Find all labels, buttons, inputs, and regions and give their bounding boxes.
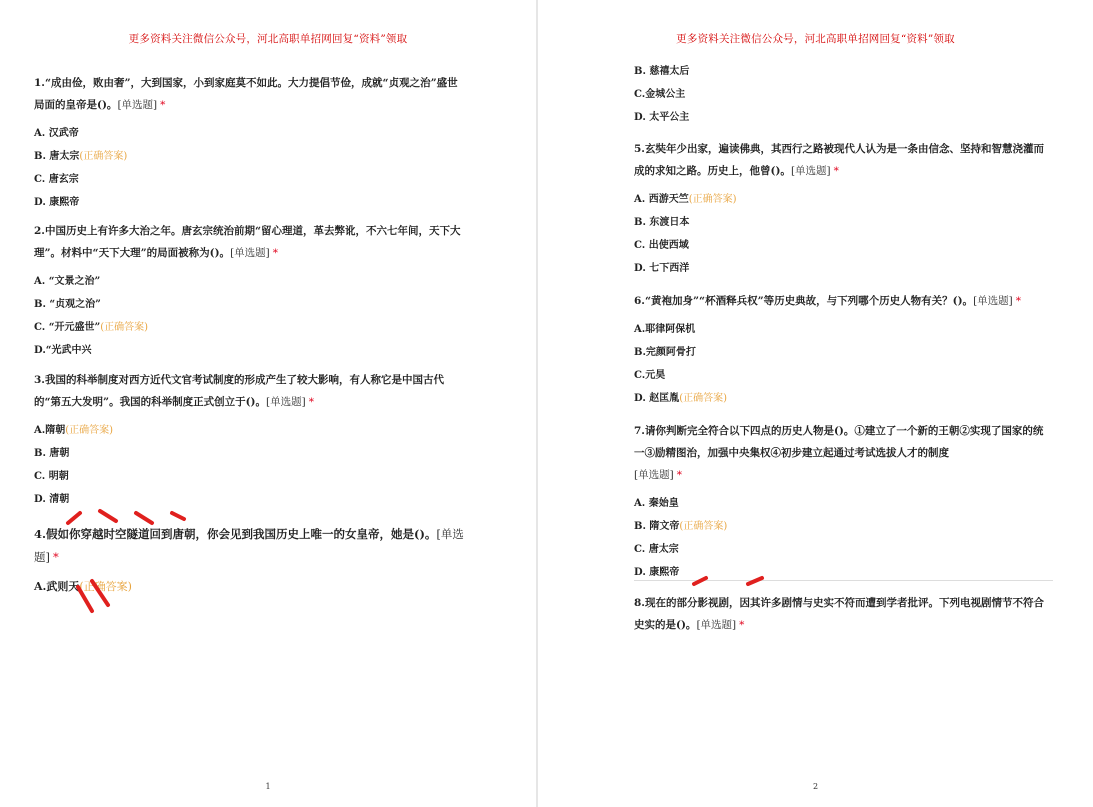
page-header: 更多资料关注微信公众号，河北高职单招网回复“资料”领取 (128, 33, 408, 45)
correct-answer-label: (正确答案) (79, 580, 132, 593)
option[interactable]: D. 太平公主 (634, 112, 690, 123)
document-page-2 (538, 0, 1093, 807)
question-text: 8.现在的部分影视剧，因其许多剧情与史实不符而遭到学者批评。下列电视剧情节不符合史实的是()。 (634, 597, 1044, 631)
option[interactable]: C. “开元盛世”(正确答案) (34, 322, 149, 333)
required-mark: * (160, 99, 166, 111)
single-choice-tag: [单选题] (696, 619, 737, 631)
correct-answer-label: (正确答案) (679, 521, 728, 532)
single-choice-tag: [单选题] (230, 247, 270, 259)
correct-answer-label: (正确答案) (65, 425, 114, 436)
required-mark: * (53, 550, 59, 564)
option[interactable]: B. 慈禧太后 (634, 66, 690, 77)
required-mark: * (272, 247, 279, 259)
option[interactable]: B. “贞观之治” (34, 299, 101, 310)
required-mark: * (1015, 295, 1022, 307)
required-mark: * (676, 469, 682, 481)
correct-answer-label: (正确答案) (79, 151, 128, 162)
question-block (634, 290, 1053, 410)
question-5 (634, 138, 1053, 182)
single-choice-tag: [单选题] (634, 469, 674, 481)
question-text: 4.假如你穿越时空隧道回到唐朝，你会见到我国历史上唯一的女皇帝，她是()。 (34, 527, 437, 541)
option[interactable]: A. 秦始皇 (634, 498, 679, 509)
single-choice-tag: [单选题] (790, 165, 831, 177)
option[interactable]: D. 康熙帝 (34, 197, 80, 208)
question-text: 2.中国历史上有许多大治之年。唐玄宗统治前期“留心理道，革去弊讹，不六七年间，天下大理”。材料中“天下大理”的局面被称为()。 (34, 225, 461, 259)
single-choice-tag: [单选题] (34, 527, 464, 564)
option[interactable]: A. 西游天竺(正确答案) (634, 194, 737, 205)
option[interactable]: C.元昊 (634, 370, 666, 381)
option[interactable]: B.完颜阿骨打 (634, 347, 696, 358)
option[interactable]: A. “文景之治” (34, 276, 101, 287)
question-8 (634, 592, 1053, 636)
question-text: 1.“成由俭，败由奢”，大到国家，小到家庭莫不如此。大力提倡节俭，成就“贞观之治”盛世局面的皇帝是()。 (34, 77, 458, 111)
question-block (634, 420, 1053, 584)
question-block (34, 220, 508, 362)
question-block (634, 138, 1053, 280)
single-choice-tag: [单选题] (117, 99, 158, 111)
question-1 (34, 72, 464, 116)
option[interactable]: D.“光武中兴 (34, 345, 92, 356)
option[interactable]: B. 隋文帝(正确答案) (634, 521, 728, 532)
page-number: 1 (265, 782, 271, 791)
option[interactable]: A.隋朝(正确答案) (34, 425, 114, 436)
question-text: 5.玄奘年少出家，遍读佛典，其西行之路被现代人认为是一条由信念、坚持和智慧浇灌而成的求知之路。历史上，他曾()。 (634, 143, 1044, 177)
carryover-options (634, 60, 1053, 129)
single-choice-tag: [单选题] (266, 396, 306, 408)
single-choice-tag: [单选题] (973, 295, 1013, 307)
question-block (34, 369, 508, 511)
question-text: 7.请你判断完全符合以下四点的历史人物是()。①建立了一个新的王朝②实现了国家的统一③励精图治，加强中央集权④初步建立起通过考试选拔人才的制度 (634, 425, 1044, 459)
correct-answer-label: (正确答案) (100, 322, 149, 333)
question-3 (34, 369, 464, 413)
required-mark: * (833, 165, 839, 177)
option[interactable]: D. 清朝 (34, 494, 70, 505)
document-page-1 (0, 0, 536, 807)
correct-answer-label: (正确答案) (688, 194, 737, 205)
question-block (634, 592, 1053, 636)
option[interactable]: A.武则天(正确答案) (34, 580, 132, 593)
watermark-strokes (60, 505, 220, 630)
watermark-strokes (688, 572, 778, 592)
option[interactable]: C. 出使西域 (634, 240, 689, 251)
option[interactable]: C. 唐太宗 (634, 544, 679, 555)
option[interactable]: D. 七下西洋 (634, 263, 690, 274)
option[interactable]: A.耶律阿保机 (634, 324, 696, 335)
question-6 (634, 290, 1053, 312)
option[interactable]: D. 赵匡胤(正确答案) (634, 393, 728, 404)
option[interactable]: A. 汉武帝 (34, 128, 79, 139)
option[interactable]: B. 唐朝 (34, 448, 70, 459)
question-text: 3.我国的科举制度对西方近代文官考试制度的形成产生了较大影响，有人称它是中国古代的“第五大发明”。我国的科举制度正式创立于()。 (34, 374, 444, 408)
option[interactable]: C. 唐玄宗 (34, 174, 79, 185)
question-text: 6.“黄袍加身”“杯酒释兵权”等历史典故，与下列哪个历史人物有关？()。 (634, 295, 974, 307)
option[interactable]: C. 明朝 (34, 471, 69, 482)
page-header: 更多资料关注微信公众号，河北高职单招网回复“资料”领取 (676, 33, 955, 45)
option[interactable]: C.金城公主 (634, 89, 686, 100)
question-7 (634, 420, 1053, 486)
required-mark: * (308, 396, 314, 408)
option[interactable]: D. 康熙帝 (634, 567, 680, 578)
question-2 (34, 220, 464, 264)
page-number: 2 (812, 782, 819, 791)
option[interactable]: B. 东渡日本 (634, 217, 690, 228)
required-mark: * (739, 619, 745, 631)
option[interactable]: B. 唐太宗(正确答案) (34, 151, 128, 162)
correct-answer-label: (正确答案) (679, 393, 728, 404)
question-block (34, 72, 508, 214)
